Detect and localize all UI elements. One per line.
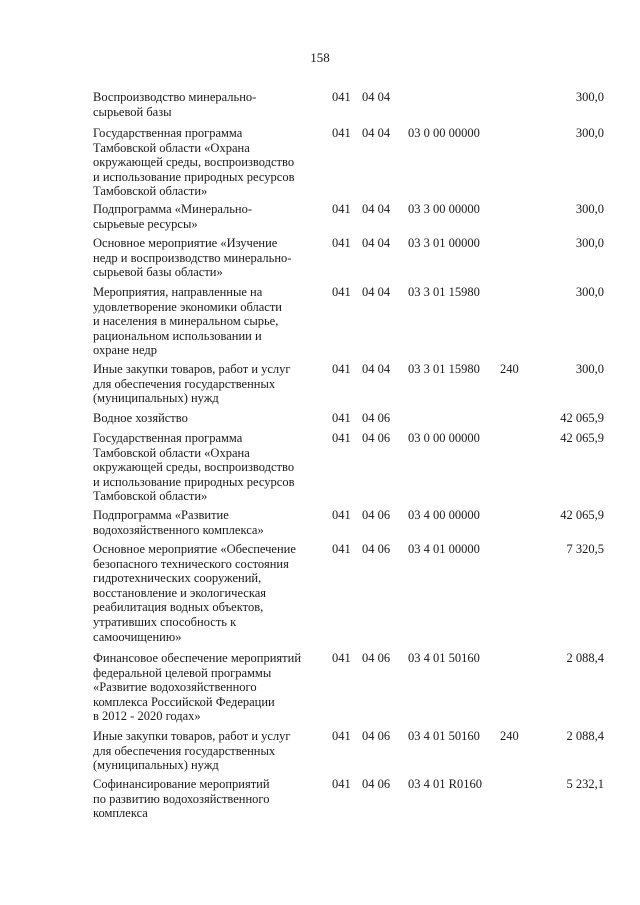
amount: 300,0	[575, 90, 604, 104]
target-code: 03 3 01 15980	[408, 285, 480, 299]
row-name	[93, 651, 328, 724]
name-line: Иные закупки товаров, работ и услуг	[93, 362, 291, 376]
name-line: Иные закупки товаров, работ и услуг	[93, 729, 291, 743]
name-line: и использование природных ресурсов	[93, 169, 295, 184]
name-line: водохозяйственного комплекса»	[93, 522, 264, 537]
ved-code: 041	[332, 777, 351, 791]
section-code: 04 04	[362, 362, 391, 376]
section-code: 04 04	[362, 126, 391, 140]
row-name	[93, 362, 328, 406]
ved-code: 041	[332, 651, 351, 665]
amount: 300,0	[575, 202, 604, 216]
section-code: 04 06	[362, 508, 391, 522]
amount: 7 320,5	[566, 542, 604, 556]
name-line: для обеспечения государственных	[93, 376, 276, 391]
section-code: 04 06	[362, 729, 391, 743]
name-line: комплекса	[93, 806, 148, 821]
row-name	[93, 236, 328, 280]
name-line: федеральной целевой программы	[93, 665, 272, 680]
name-line: сырьевой базы	[93, 104, 172, 119]
row-name	[93, 777, 328, 821]
name-line: Подпрограмма «Развитие	[93, 508, 229, 522]
target-code: 03 4 01 50160	[408, 729, 480, 743]
name-line: (муниципальных) нужд	[93, 758, 219, 773]
amount: 5 232,1	[566, 777, 604, 791]
name-line: рациональном использовании и	[93, 328, 262, 343]
name-line: безопасного технического состояния	[93, 556, 289, 571]
name-line: восстановление и экологическая	[93, 585, 267, 600]
section-code: 04 04	[362, 202, 391, 216]
name-line: недр и воспроизводство минерально-	[93, 250, 292, 265]
name-line: и населения в минеральном сырье,	[93, 314, 279, 329]
amount: 300,0	[575, 236, 604, 250]
name-line: Тамбовской области»	[93, 489, 208, 504]
amount: 42 065,9	[560, 508, 604, 522]
name-line: для обеспечения государственных	[93, 743, 276, 758]
row-name	[93, 411, 328, 426]
row-name	[93, 90, 328, 119]
section-code: 04 06	[362, 411, 391, 425]
name-line: в 2012 - 2020 годах»	[93, 709, 201, 724]
target-code: 03 4 00 00000	[408, 508, 480, 522]
row-name	[93, 729, 328, 773]
name-line: Тамбовской области»	[93, 184, 208, 199]
name-line: Воспроизводство минерально-	[93, 90, 257, 104]
name-line: сырьевой базы области»	[93, 265, 223, 280]
section-code: 04 06	[362, 542, 391, 556]
name-line: самоочищению»	[93, 629, 182, 644]
ved-code: 041	[332, 202, 351, 216]
expense-type-code: 240	[500, 362, 519, 376]
name-line: «Развитие водохозяйственного	[93, 680, 257, 695]
row-name	[93, 202, 328, 231]
name-line: удовлетворение экономики области	[93, 299, 283, 314]
ved-code: 041	[332, 285, 351, 299]
amount: 42 065,9	[560, 431, 604, 445]
name-line: Тамбовской области «Охрана	[93, 140, 250, 155]
ved-code: 041	[332, 236, 351, 250]
amount: 300,0	[575, 362, 604, 376]
name-line: Тамбовской области «Охрана	[93, 445, 250, 460]
target-code: 03 4 01 00000	[408, 542, 480, 556]
ved-code: 041	[332, 542, 351, 556]
target-code: 03 4 01 50160	[408, 651, 480, 665]
row-name	[93, 542, 328, 644]
name-line: Финансовое обеспечение мероприятий	[93, 651, 302, 665]
target-code: 03 3 01 00000	[408, 236, 480, 250]
name-line: Государственная программа	[93, 126, 243, 140]
name-line: Основное мероприятие «Изучение	[93, 236, 278, 250]
section-code: 04 04	[362, 236, 391, 250]
name-line: Мероприятия, направленные на	[93, 285, 263, 299]
name-line: Основное мероприятие «Обеспечение	[93, 542, 296, 556]
section-code: 04 06	[362, 431, 391, 445]
section-code: 04 04	[362, 90, 391, 104]
name-line: (муниципальных) нужд	[93, 391, 219, 406]
ved-code: 041	[332, 90, 351, 104]
name-line: сырьевые ресурсы»	[93, 216, 198, 231]
section-code: 04 06	[362, 651, 391, 665]
name-line: охране недр	[93, 343, 158, 358]
row-name	[93, 126, 328, 199]
ved-code: 041	[332, 729, 351, 743]
name-line: гидротехнических сооружений,	[93, 571, 262, 586]
amount: 300,0	[575, 126, 604, 140]
name-line: окружающей среды, воспроизводство	[93, 155, 295, 170]
row-name	[93, 285, 328, 358]
amount: 42 065,9	[560, 411, 604, 425]
page-number: 158	[310, 50, 330, 65]
name-line: реабилитация водных объектов,	[93, 600, 264, 615]
ved-code: 041	[332, 508, 351, 522]
section-code: 04 04	[362, 285, 391, 299]
amount: 300,0	[575, 285, 604, 299]
ved-code: 041	[332, 411, 351, 425]
amount: 2 088,4	[566, 729, 604, 743]
name-line: комплекса Российской Федерации	[93, 694, 275, 709]
name-line: Подпрограмма «Минерально-	[93, 202, 253, 216]
expense-type-code: 240	[500, 729, 519, 743]
ved-code: 041	[332, 126, 351, 140]
target-code: 03 0 00 00000	[408, 126, 480, 140]
ved-code: 041	[332, 362, 351, 376]
name-line: Водное хозяйство	[93, 411, 188, 425]
name-line: Софинансирование мероприятий	[93, 777, 270, 791]
amount: 2 088,4	[566, 651, 604, 665]
ved-code: 041	[332, 431, 351, 445]
name-line: по развитию водохозяйственного	[93, 791, 270, 806]
section-code: 04 06	[362, 777, 391, 791]
row-name	[93, 508, 328, 537]
name-line: окружающей среды, воспроизводство	[93, 460, 295, 475]
name-line: утративших способность к	[93, 614, 237, 629]
name-line: Государственная программа	[93, 431, 243, 445]
row-name	[93, 431, 328, 504]
target-code: 03 3 01 15980	[408, 362, 480, 376]
target-code: 03 4 01 R0160	[408, 777, 482, 791]
name-line: и использование природных ресурсов	[93, 474, 295, 489]
target-code: 03 3 00 00000	[408, 202, 480, 216]
target-code: 03 0 00 00000	[408, 431, 480, 445]
